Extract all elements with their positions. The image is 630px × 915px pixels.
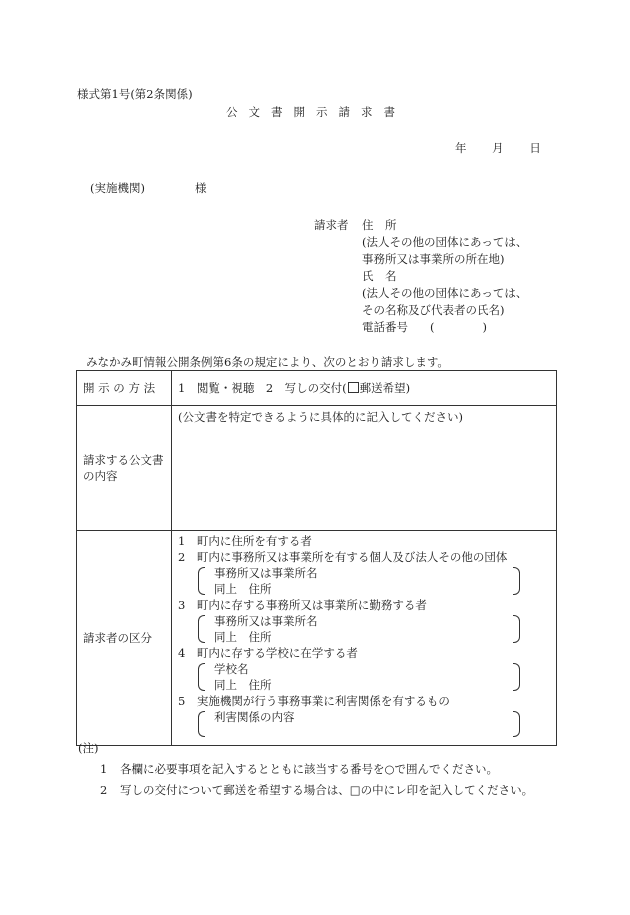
address-note-2: 事務所又は事業所の所在地) [362, 252, 505, 266]
date-day-label: 日 [529, 141, 541, 155]
method-value[interactable] [172, 371, 557, 406]
recipient-suffix: 様 [194, 181, 207, 195]
form-title: 公文書開示請求書 [226, 105, 406, 119]
classification-header: 請求者の区分 [77, 531, 172, 746]
class-item-5[interactable]: 5 実施機関が行う事務事業に利害関係を有するもの [178, 694, 450, 708]
content-header: 請求する公文書の内容 [77, 406, 172, 531]
address-label: 住 所 [362, 218, 397, 232]
note-2-text: 写しの交付について郵送を希望する場合は、□の中にレ印を記入してください。 [120, 783, 534, 797]
recipient-line [90, 180, 206, 196]
method-value-post: 郵送希望) [359, 381, 411, 395]
requester-label: 請求者 [314, 218, 349, 232]
requester-block [314, 217, 535, 336]
class-item-3-brace[interactable] [192, 613, 520, 645]
content-note: (公文書を特定できるように具体的に記入してください) [178, 410, 463, 424]
phone-line [314, 319, 535, 336]
address-note-1: (法人その他の団体にあっては、 [362, 235, 528, 249]
content-field[interactable] [172, 406, 557, 531]
date-line [455, 140, 541, 156]
name-note-1: (法人その他の団体にあっては、 [362, 286, 528, 300]
phone-label: 電話番号 [362, 320, 408, 334]
class-item-5-brace[interactable] [192, 709, 520, 739]
class-item-2-sub-2: 同上 住所 [214, 582, 272, 596]
class-item-5-sub-2 [214, 725, 520, 739]
class-item-1[interactable]: 1 町内に住所を有する者 [178, 534, 312, 548]
class-item-4[interactable]: 4 町内に存する学校に在学する者 [178, 646, 358, 660]
note-1 [78, 759, 533, 780]
name-label: 氏 名 [362, 269, 397, 283]
intro-text: みなかみ町情報公開条例第6条の規定により、次のとおり請求します。 [86, 355, 449, 369]
class-item-2[interactable]: 2 町内に事務所又は事業所を有する個人及び法人その他の団体 [178, 550, 508, 564]
class-item-3-sub-1: 事務所又は事業所名 [214, 614, 318, 628]
mail-checkbox[interactable] [348, 382, 359, 393]
content-row [77, 406, 557, 531]
class-item-5-sub-1: 利害関係の内容 [214, 710, 295, 724]
method-row [77, 371, 557, 406]
class-item-4-sub-1: 学校名 [214, 662, 249, 676]
class-item-4-sub-2: 同上 住所 [214, 678, 272, 692]
form-number: 様式第1号(第2条関係) [77, 87, 193, 101]
method-value-pre: 1 閲覧・視聴 2 写しの交付( [178, 381, 347, 395]
class-item-3[interactable]: 3 町内に存する事務所又は事業所に勤務する者 [178, 598, 427, 612]
note-2 [78, 780, 533, 801]
name-note-2: その名称及び代表者の氏名) [362, 303, 505, 317]
class-item-2-sub-1: 事務所又は事業所名 [214, 566, 318, 580]
class-item-3-sub-2: 同上 住所 [214, 630, 272, 644]
note-1-num: 1 [100, 762, 108, 776]
date-year-label: 年 [455, 141, 467, 155]
classification-row [77, 531, 557, 746]
method-header: 開 示 の 方 法 [77, 371, 172, 406]
phone-paren: () [430, 320, 535, 334]
notes-block [78, 738, 533, 801]
class-item-4-brace[interactable] [192, 661, 520, 693]
recipient-label: (実施機関) [90, 181, 145, 195]
class-item-2-brace[interactable] [192, 565, 520, 597]
notes-label: (注) [78, 741, 99, 755]
note-1-text: 各欄に必要事項を記入するとともに該当する番号を○で囲んでください。 [120, 762, 499, 776]
request-table [76, 370, 557, 746]
note-2-num: 2 [100, 783, 108, 797]
classification-list[interactable] [172, 531, 557, 746]
date-month-label: 月 [492, 141, 504, 155]
